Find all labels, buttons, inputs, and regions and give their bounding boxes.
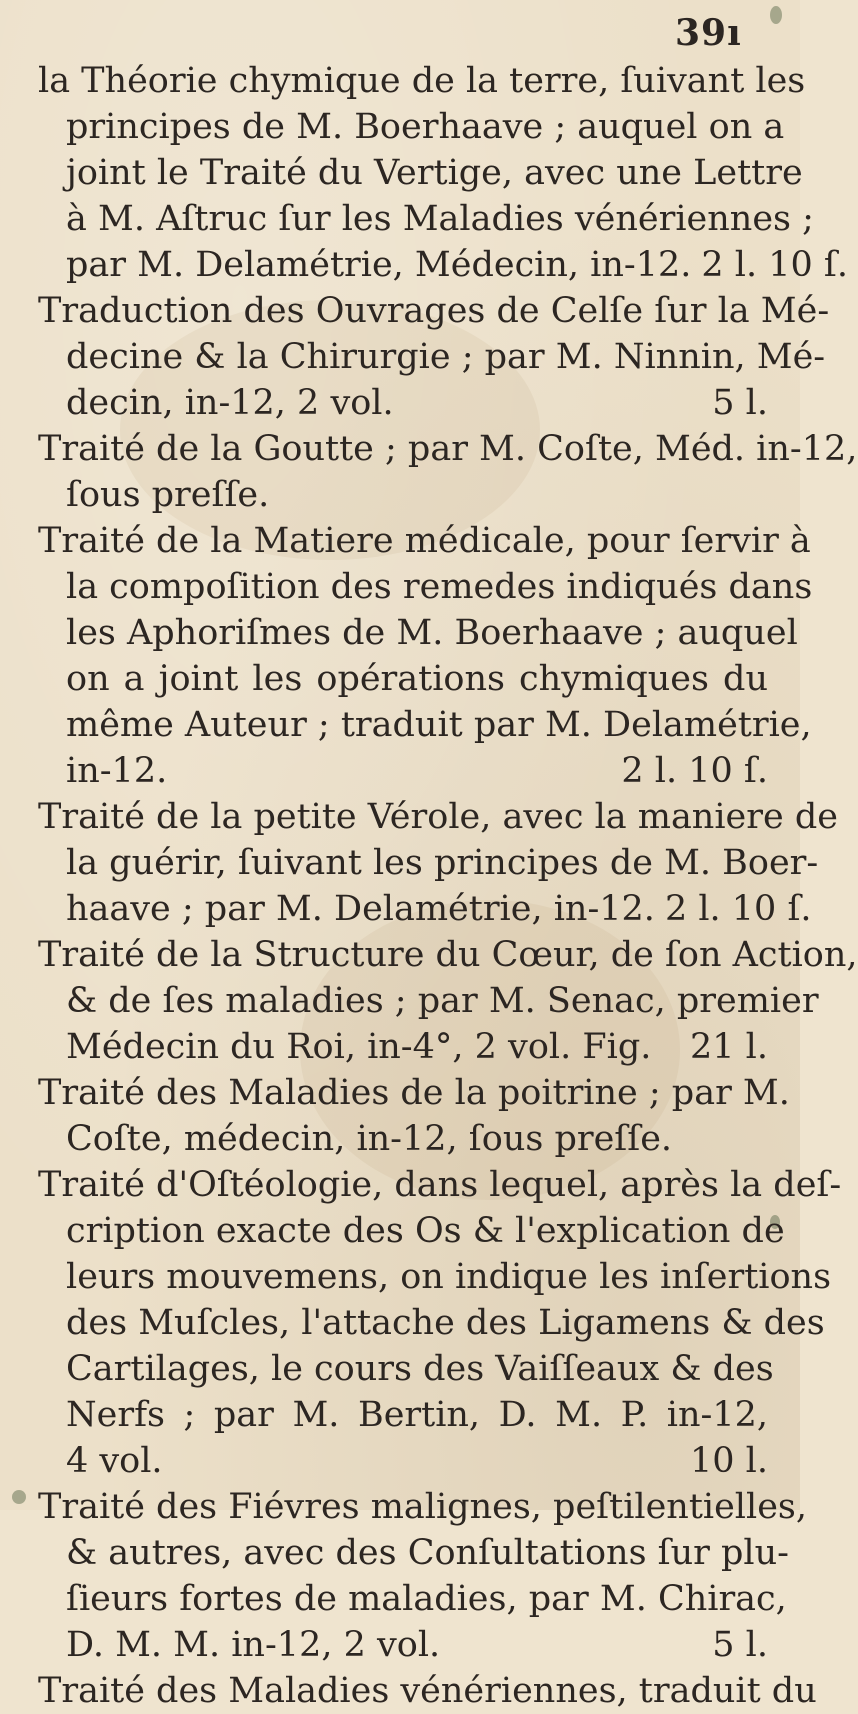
entry-line (38, 1438, 768, 1484)
catalog-entry (38, 426, 858, 518)
catalog-entry (38, 794, 838, 932)
entry-text: Traité des Maladies de la poitrine ; par M. (38, 1073, 790, 1113)
entry-text: leurs mouvemens, on indique les inſertions (66, 1257, 832, 1297)
entry-text: in-12. (66, 751, 168, 791)
entry-text: ſous preſſe. (66, 475, 270, 515)
entry-text: joint le Traité du Vertige, avec une Lettre (66, 153, 803, 193)
entry-text: des Muſcles, l'attache des Ligamens & des (66, 1303, 825, 1343)
entry-text: Traité des Maladies vénériennes, traduit du (38, 1671, 817, 1711)
catalog-listing (38, 58, 858, 1714)
entry-text: Traité de la Matiere médicale, pour ſervir à (38, 521, 811, 561)
catalog-entry (38, 1070, 790, 1162)
entry-text: cription exacte des Os & l'explication de (66, 1211, 785, 1251)
entry-line (38, 1254, 832, 1300)
entry-line (38, 1392, 768, 1438)
entry-line (38, 564, 813, 610)
entry-text: la Théorie chymique de la terre, ſuivant les (38, 61, 806, 101)
entry-line (38, 242, 848, 288)
entry-line (38, 610, 798, 656)
entry-line (38, 656, 768, 702)
entry-text: la guérir, ſuivant les principes de M. Boer- (66, 843, 819, 883)
entry-line (38, 1162, 842, 1208)
entry-price: 2 l. 10 ſ. (621, 751, 768, 791)
entry-line (38, 58, 806, 104)
entry-line (38, 1530, 789, 1576)
catalog-entry (38, 1484, 807, 1668)
entry-line (38, 748, 768, 794)
entry-text: Traduction des Ouvrages de Celſe ſur la Mé- (38, 291, 830, 331)
entry-text: on a joint les opérations chymiques du (66, 659, 768, 699)
entry-text: haave ; par M. Delamétrie, in-12. (66, 889, 655, 929)
entry-text: par M. Delamétrie, Médecin, in-12. (66, 245, 692, 285)
entry-text: Médecin du Roi, in-4°, 2 vol. Fig. (66, 1027, 652, 1067)
entry-line (38, 196, 814, 242)
entry-text: les Aphoriſmes de M. Boerhaave ; auquel (66, 613, 798, 653)
entry-text: à M. Aſtruc ſur les Maladies vénériennes ; (66, 199, 814, 239)
entry-text: la compoſition des remedes indiqués dans (66, 567, 813, 607)
entry-line (38, 150, 803, 196)
entry-line (38, 1622, 768, 1668)
entry-line (38, 1116, 768, 1162)
entry-line (38, 104, 785, 150)
entry-line (38, 288, 830, 334)
entry-line (38, 978, 819, 1024)
catalog-entry (38, 518, 813, 794)
entry-line (38, 1208, 785, 1254)
catalog-entry (38, 58, 848, 288)
entry-line (38, 1576, 787, 1622)
entry-text: Cartilages, le cours des Vaiſſeaux & des (66, 1349, 774, 1389)
entry-text: D. M. M. in-12, 2 vol. (66, 1625, 441, 1665)
paper-spot (12, 1490, 26, 1504)
entry-text: Traité de la Goutte ; par M. Coſte, Méd. in-12, (38, 429, 858, 469)
entry-price: 5 l. (712, 1625, 768, 1665)
entry-text: Traité de la petite Vérole, avec la maniere de (38, 797, 838, 837)
entry-text: Coſte, médecin, in-12, ſous preſſe. (66, 1119, 673, 1159)
paper-spot (770, 6, 782, 24)
entry-line (38, 1300, 825, 1346)
entry-text: decin, in-12, 2 vol. (66, 383, 394, 423)
entry-text: 4 vol. (66, 1441, 163, 1481)
entry-price: 5 l. (712, 383, 768, 423)
catalog-entry (38, 1162, 842, 1484)
entry-price: 21 l. (690, 1027, 768, 1067)
entry-line (38, 518, 811, 564)
entry-line (38, 472, 768, 518)
entry-text: Traité des Fiévres malignes, peſtilentielles, (38, 1487, 807, 1527)
entry-price: 2 l. 10 ſ. (701, 245, 848, 285)
entry-text: Traité de la Structure du Cœur, de ſon Action, (38, 935, 858, 975)
entry-text: & de ſes maladies ; par M. Senac, premier (66, 981, 819, 1021)
entry-text: decine & la Chirurgie ; par M. Ninnin, Mé- (66, 337, 826, 377)
entry-line (38, 1024, 768, 1070)
entry-line (38, 426, 858, 472)
entry-line (38, 1346, 774, 1392)
entry-price: 10 l. (690, 1441, 768, 1481)
entry-line (38, 334, 826, 380)
entry-text: ſieurs fortes de maladies, par M. Chirac, (66, 1579, 787, 1619)
entry-text: & autres, avec des Conſultations ſur plu- (66, 1533, 789, 1573)
entry-text: principes de M. Boerhaave ; auquel on a (66, 107, 785, 147)
entry-line (38, 1070, 790, 1116)
catalog-entry (38, 1668, 817, 1714)
entry-text: même Auteur ; traduit par M. Delamétrie, (66, 705, 812, 745)
entry-line (38, 840, 819, 886)
entry-price: 2 l. 10 ſ. (664, 889, 812, 929)
entry-line (38, 1668, 817, 1714)
page-number: 39ı (675, 12, 742, 54)
entry-text: Traité d'Oſtéologie, dans lequel, après la deſ- (38, 1165, 842, 1205)
entry-line (38, 1484, 807, 1530)
entry-line (38, 380, 768, 426)
entry-line (38, 702, 812, 748)
entry-line (38, 794, 838, 840)
entry-text: Nerfs ; par M. Bertin, D. M. P. in-12, (66, 1395, 768, 1435)
entry-line (38, 886, 812, 932)
catalog-entry (38, 288, 830, 426)
catalog-entry (38, 932, 858, 1070)
entry-line (38, 932, 858, 978)
